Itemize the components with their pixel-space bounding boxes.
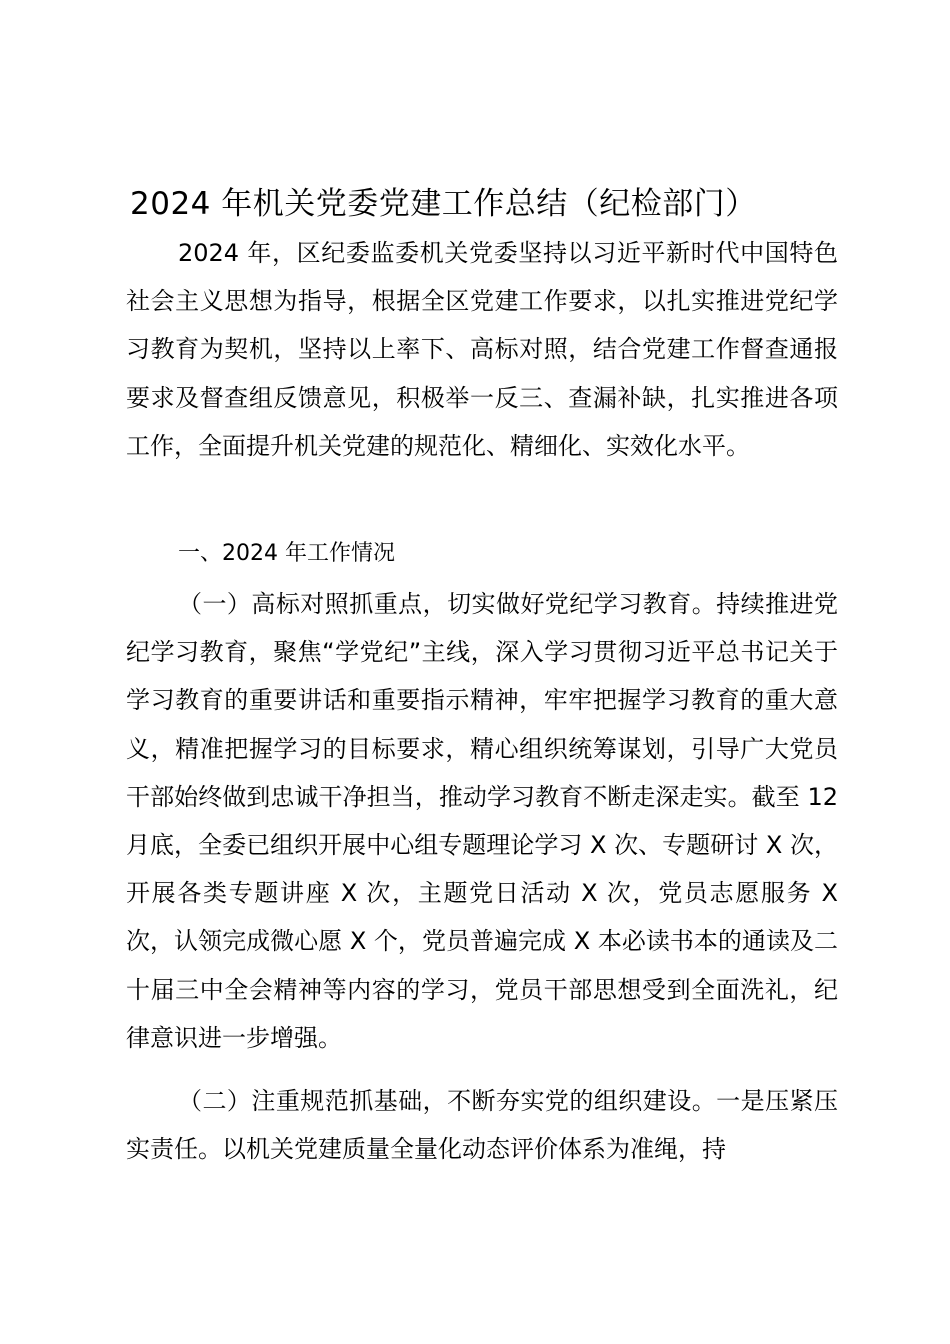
intro-paragraph: 2024 年，区纪委监委机关党委坚持以习近平新时代中国特色社会主义思想为指导，根据全区党建工作要求，以扎实推进党纪学习教育为契机，坚持以上率下、高标对照，结合党建工作督查通报要求及督查组反馈意见，积极举一反三、查漏补缺，扎实推进各项工作，全面提升机关党建的规范化、精细化、实效化水平。 bbox=[126, 239, 838, 460]
item-two-paragraph: （二）注重规范抓基础，不断夯实党的组织建设。一是压紧压实责任。以机关党建质量全量化动态评价体系为准绳，持 bbox=[126, 1087, 838, 1164]
item-one-paragraph: （一）高标对照抓重点，切实做好党纪学习教育。持续推进党纪学习教育，聚焦“学党纪”主线，深入学习贯彻习近平总书记关于学习教育的重要讲话和重要指示精神，牢牢把握学习教育的重大意义，精准把握学习的目标要求，精心组织统筹谋划，引导广大党员干部始终做到忠诚干净担当，推动学习教育不断走深走实。截至 12 月底，全委已组织开展中心组专题理论学习 X 次、专题研讨 X 次，开展各类专题讲座 X 次，主题党日活动 X 次，党员志愿服务 X 次，认领完成微心愿 X 个，党员普遍完成 X 本必读书本的通读及二十届三中全会精神等内容的学习，党员干部思想受到全面洗礼，纪律意识进一步增强。 bbox=[126, 590, 838, 1052]
section-heading: 一、2024 年工作情况 bbox=[178, 541, 395, 566]
document-title: 2024 年机关党委党建工作总结（纪检部门） bbox=[130, 186, 757, 222]
